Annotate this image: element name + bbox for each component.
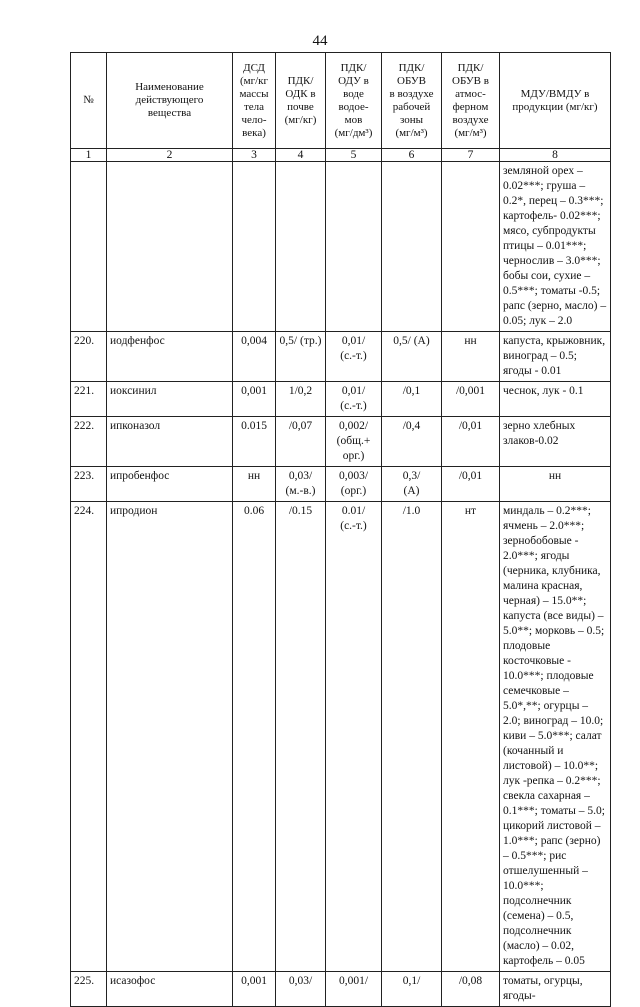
column-number: 1 <box>71 149 107 162</box>
work-air-value: 0,3/ (А) <box>382 467 442 502</box>
table-row <box>71 502 611 972</box>
atm-air-value: /0,001 <box>442 382 500 417</box>
table-row <box>71 417 611 467</box>
mdu-value: томаты, огурцы, ягоды- <box>500 972 611 1007</box>
atm-air-value: нт <box>442 502 500 972</box>
mdu-value: чеснок, лук - 0.1 <box>500 382 611 417</box>
column-number: 4 <box>276 149 326 162</box>
substance-name: ипробенфос <box>107 467 233 502</box>
water-value: 0,002/ (общ.+ орг.) <box>326 417 382 467</box>
water-value: 0.01/ (с.-т.) <box>326 502 382 972</box>
soil-value: 0,5/ (тр.) <box>276 332 326 382</box>
substance-name: исазофос <box>107 972 233 1007</box>
row-number <box>71 162 107 332</box>
table-row <box>71 467 611 502</box>
atm-air-value: /0,01 <box>442 417 500 467</box>
dsd-value: 0.06 <box>233 502 276 972</box>
mdu-value: нн <box>500 467 611 502</box>
substance-name: иоксинил <box>107 382 233 417</box>
row-number: 222. <box>71 417 107 467</box>
column-number-row <box>71 149 611 162</box>
water-value: 0,003/ (орг.) <box>326 467 382 502</box>
atm-air-value: /0,01 <box>442 467 500 502</box>
water-value: 0,01/ (с.-т.) <box>326 382 382 417</box>
atm-air-value <box>442 162 500 332</box>
dsd-value: 0,001 <box>233 382 276 417</box>
dsd-value: 0.015 <box>233 417 276 467</box>
table-row <box>71 332 611 382</box>
work-air-value: 0,5/ (А) <box>382 332 442 382</box>
work-air-value <box>382 162 442 332</box>
header-substance-name: Наименование действующего вещества <box>107 53 233 149</box>
header-water: ПДК/ ОДУ в воде водое- мов (мг/дм³) <box>326 53 382 149</box>
column-number: 6 <box>382 149 442 162</box>
mdu-value: капуста, крыжовник, виноград – 0.5; ягоды - 0.01 <box>500 332 611 382</box>
column-number: 2 <box>107 149 233 162</box>
header-work-air: ПДК/ ОБУВ в воздухе рабочей зоны (мг/м³) <box>382 53 442 149</box>
water-value: 0,01/ (с.-т.) <box>326 332 382 382</box>
water-value: 0,001/ <box>326 972 382 1007</box>
table-row <box>71 382 611 417</box>
mdu-value: миндаль – 0.2***; ячмень – 2.0***; зернобобовые - 2.0***; ягоды (черника, клубника, малина красная, черная) – 15.0**; капуста (все виды) – 5.0**; морковь – 0.5; плодовые косточковые - 10.0***; плодовые семечковые – 5.0*,**; огурцы – 2.0; виноград – 10.0; киви – 5.0***; салат (кочанный и листовой) – 10.0**; лук -репка – 0.2***; свекла сахарная – 0.1***; томаты – 5.0; цикорий листовой – 1.0***; рапс (зерно) – 0.5***; рис отшелушенный – 10.0***; подсолнечник (семена) – 0.5, подсолнечник (масло) – 0.02, картофель – 0.05 <box>500 502 611 972</box>
pesticide-table <box>70 52 611 1007</box>
work-air-value: 0,1/ <box>382 972 442 1007</box>
work-air-value: /0,1 <box>382 382 442 417</box>
header-row <box>71 53 611 149</box>
work-air-value: /1.0 <box>382 502 442 972</box>
mdu-value: зерно хлебных злаков-0.02 <box>500 417 611 467</box>
soil-value: /0,07 <box>276 417 326 467</box>
column-number: 5 <box>326 149 382 162</box>
substance-name <box>107 162 233 332</box>
row-number: 223. <box>71 467 107 502</box>
column-number: 8 <box>500 149 611 162</box>
header-mdu: МДУ/ВМДУ в продукции (мг/кг) <box>500 53 611 149</box>
dsd-value <box>233 162 276 332</box>
soil-value <box>276 162 326 332</box>
row-number: 224. <box>71 502 107 972</box>
row-number: 220. <box>71 332 107 382</box>
substance-name: ипконазол <box>107 417 233 467</box>
column-number: 3 <box>233 149 276 162</box>
row-number: 221. <box>71 382 107 417</box>
row-number: 225. <box>71 972 107 1007</box>
header-atm-air: ПДК/ ОБУВ в атмос- ферном воздухе (мг/м³) <box>442 53 500 149</box>
soil-value: 1/0,2 <box>276 382 326 417</box>
atm-air-value: /0,08 <box>442 972 500 1007</box>
table-row <box>71 162 611 332</box>
water-value <box>326 162 382 332</box>
table-row <box>71 972 611 1007</box>
header-dsd: ДСД (мг/кг массы тела чело- века) <box>233 53 276 149</box>
page-number: 44 <box>312 33 328 49</box>
soil-value: /0.15 <box>276 502 326 972</box>
substance-name: иодфенфос <box>107 332 233 382</box>
header-number: № <box>71 53 107 149</box>
soil-value: 0,03/ (м.-в.) <box>276 467 326 502</box>
substance-name: ипродион <box>107 502 233 972</box>
dsd-value: нн <box>233 467 276 502</box>
column-number: 7 <box>442 149 500 162</box>
soil-value: 0,03/ <box>276 972 326 1007</box>
header-soil: ПДК/ ОДК в почве (мг/кг) <box>276 53 326 149</box>
dsd-value: 0,001 <box>233 972 276 1007</box>
mdu-value: земляной орех – 0.02***; груша – 0.2*, перец – 0.3***; картофель- 0.02***; мясо, субпродукты птицы – 0.01***; чернослив – 3.0***; бобы сои, сухие – 0.5***; томаты -0.5; рапс (зерно, масло) – 0.05; лук – 2.0 <box>500 162 611 332</box>
dsd-value: 0,004 <box>233 332 276 382</box>
atm-air-value: нн <box>442 332 500 382</box>
work-air-value: /0,4 <box>382 417 442 467</box>
